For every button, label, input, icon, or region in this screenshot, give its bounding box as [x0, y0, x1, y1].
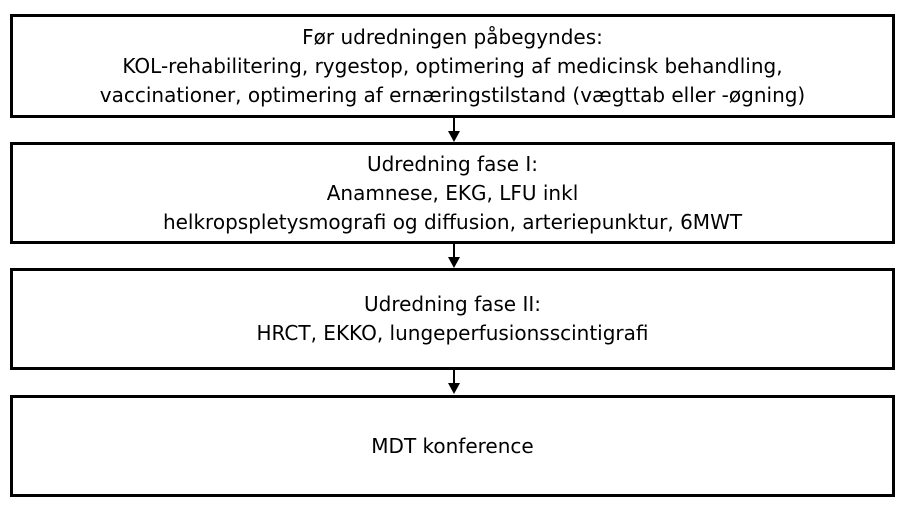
flow-box-pre-assessment — [10, 14, 895, 118]
flow-box-mdt-conference — [10, 395, 895, 497]
flow-arrow-down — [446, 244, 462, 268]
flow-arrow-down — [446, 118, 462, 142]
box-heading: Før udredningen påbegyndes: — [302, 24, 603, 49]
box-text-line: helkropspletysmografi og diffusion, arteriepunktur, 6MWT — [162, 209, 743, 234]
box-heading: Udredning fase I: — [366, 151, 539, 176]
flow-box-phase-two — [10, 268, 895, 370]
box-text-line: HRCT, EKKO, lungeperfusionsscintigrafi — [256, 321, 649, 345]
box-text-line: KOL-rehabilitering, rygestop, optimering af medicinsk behandling, — [122, 53, 783, 78]
flow-box-phase-one — [10, 142, 895, 244]
box-text-line: Anamnese, EKG, LFU inkl — [326, 180, 579, 205]
box-heading: MDT konference — [371, 433, 534, 458]
box-text-line: vaccinationer, optimering af ernæringstilstand (vægttab eller -øgning) — [99, 82, 806, 107]
box-heading: Udredning fase II: — [364, 292, 541, 316]
flow-arrow-down — [446, 370, 462, 394]
